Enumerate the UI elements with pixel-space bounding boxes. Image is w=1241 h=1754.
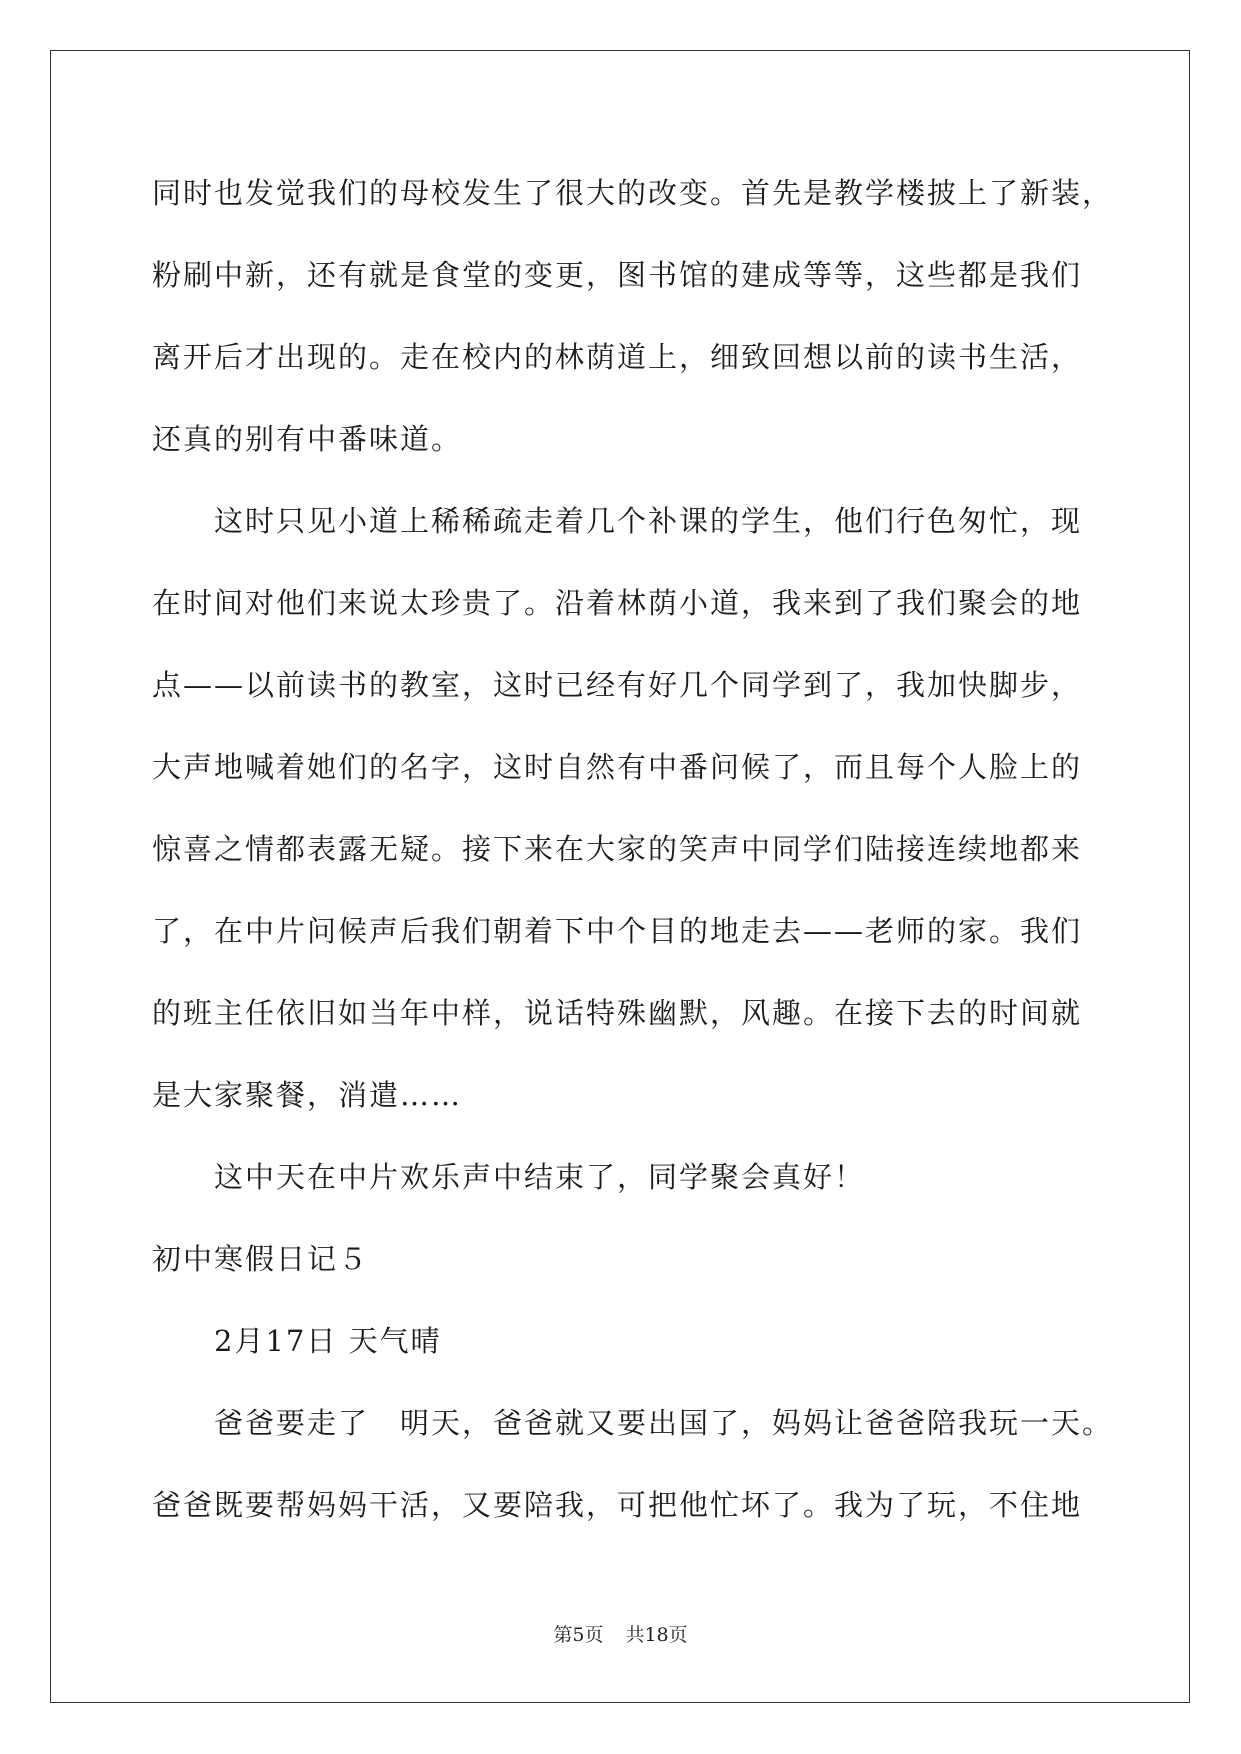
text-line-3: 离开后才出现的。走在校内的林荫道上，细致回想以前的读书生活， — [152, 340, 1083, 374]
text-line-4: 还真的别有中番味道。 — [152, 422, 463, 456]
diary-date-line: 2月17日 天气晴 — [214, 1324, 442, 1358]
text-line-12: 是大家聚餐，消遣…… — [152, 1078, 463, 1112]
section-heading: 初中寒假日记５ — [152, 1242, 370, 1276]
text-line-5: 这时只见小道上稀稀疏走着几个补课的学生，他们行色匆忙，现 — [214, 504, 1083, 538]
current-page-label: 第5页 — [553, 1624, 604, 1646]
page-footer — [0, 1620, 1241, 1647]
text-line-10: 了，在中片问候声后我们朝着下中个目的地走去——老师的家。我们 — [152, 914, 1083, 948]
text-line-1: 同时也发觉我们的母校发生了很大的改变。首先是教学楼披上了新装， — [152, 176, 1114, 210]
text-line-6: 在时间对他们来说太珍贵了。沿着林荫小道，我来到了我们聚会的地 — [152, 586, 1083, 620]
text-line-7: 点——以前读书的教室，这时已经有好几个同学到了，我加快脚步， — [152, 668, 1083, 702]
text-line-13: 这中天在中片欢乐声中结束了，同学聚会真好！ — [214, 1160, 866, 1194]
text-line-17: 爸爸既要帮妈妈干活，又要陪我，可把他忙坏了。我为了玩，不住地 — [152, 1488, 1083, 1522]
text-line-9: 惊喜之情都表露无疑。接下来在大家的笑声中同学们陆接连续地都来 — [152, 832, 1083, 866]
document-body — [152, 152, 1114, 1546]
total-pages-label: 共18页 — [625, 1624, 688, 1646]
text-line-8: 大声地喊着她们的名字，这时自然有中番问候了，而且每个人脸上的 — [152, 750, 1083, 784]
text-line-11: 的班主任依旧如当年中样，说话特殊幽默，风趣。在接下去的时间就 — [152, 996, 1083, 1030]
text-line-2: 粉刷中新，还有就是食堂的变更，图书馆的建成等等，这些都是我们 — [152, 258, 1083, 292]
text-line-16: 爸爸要走了 明天，爸爸就又要出国了，妈妈让爸爸陪我玩一天。 — [214, 1406, 1114, 1440]
